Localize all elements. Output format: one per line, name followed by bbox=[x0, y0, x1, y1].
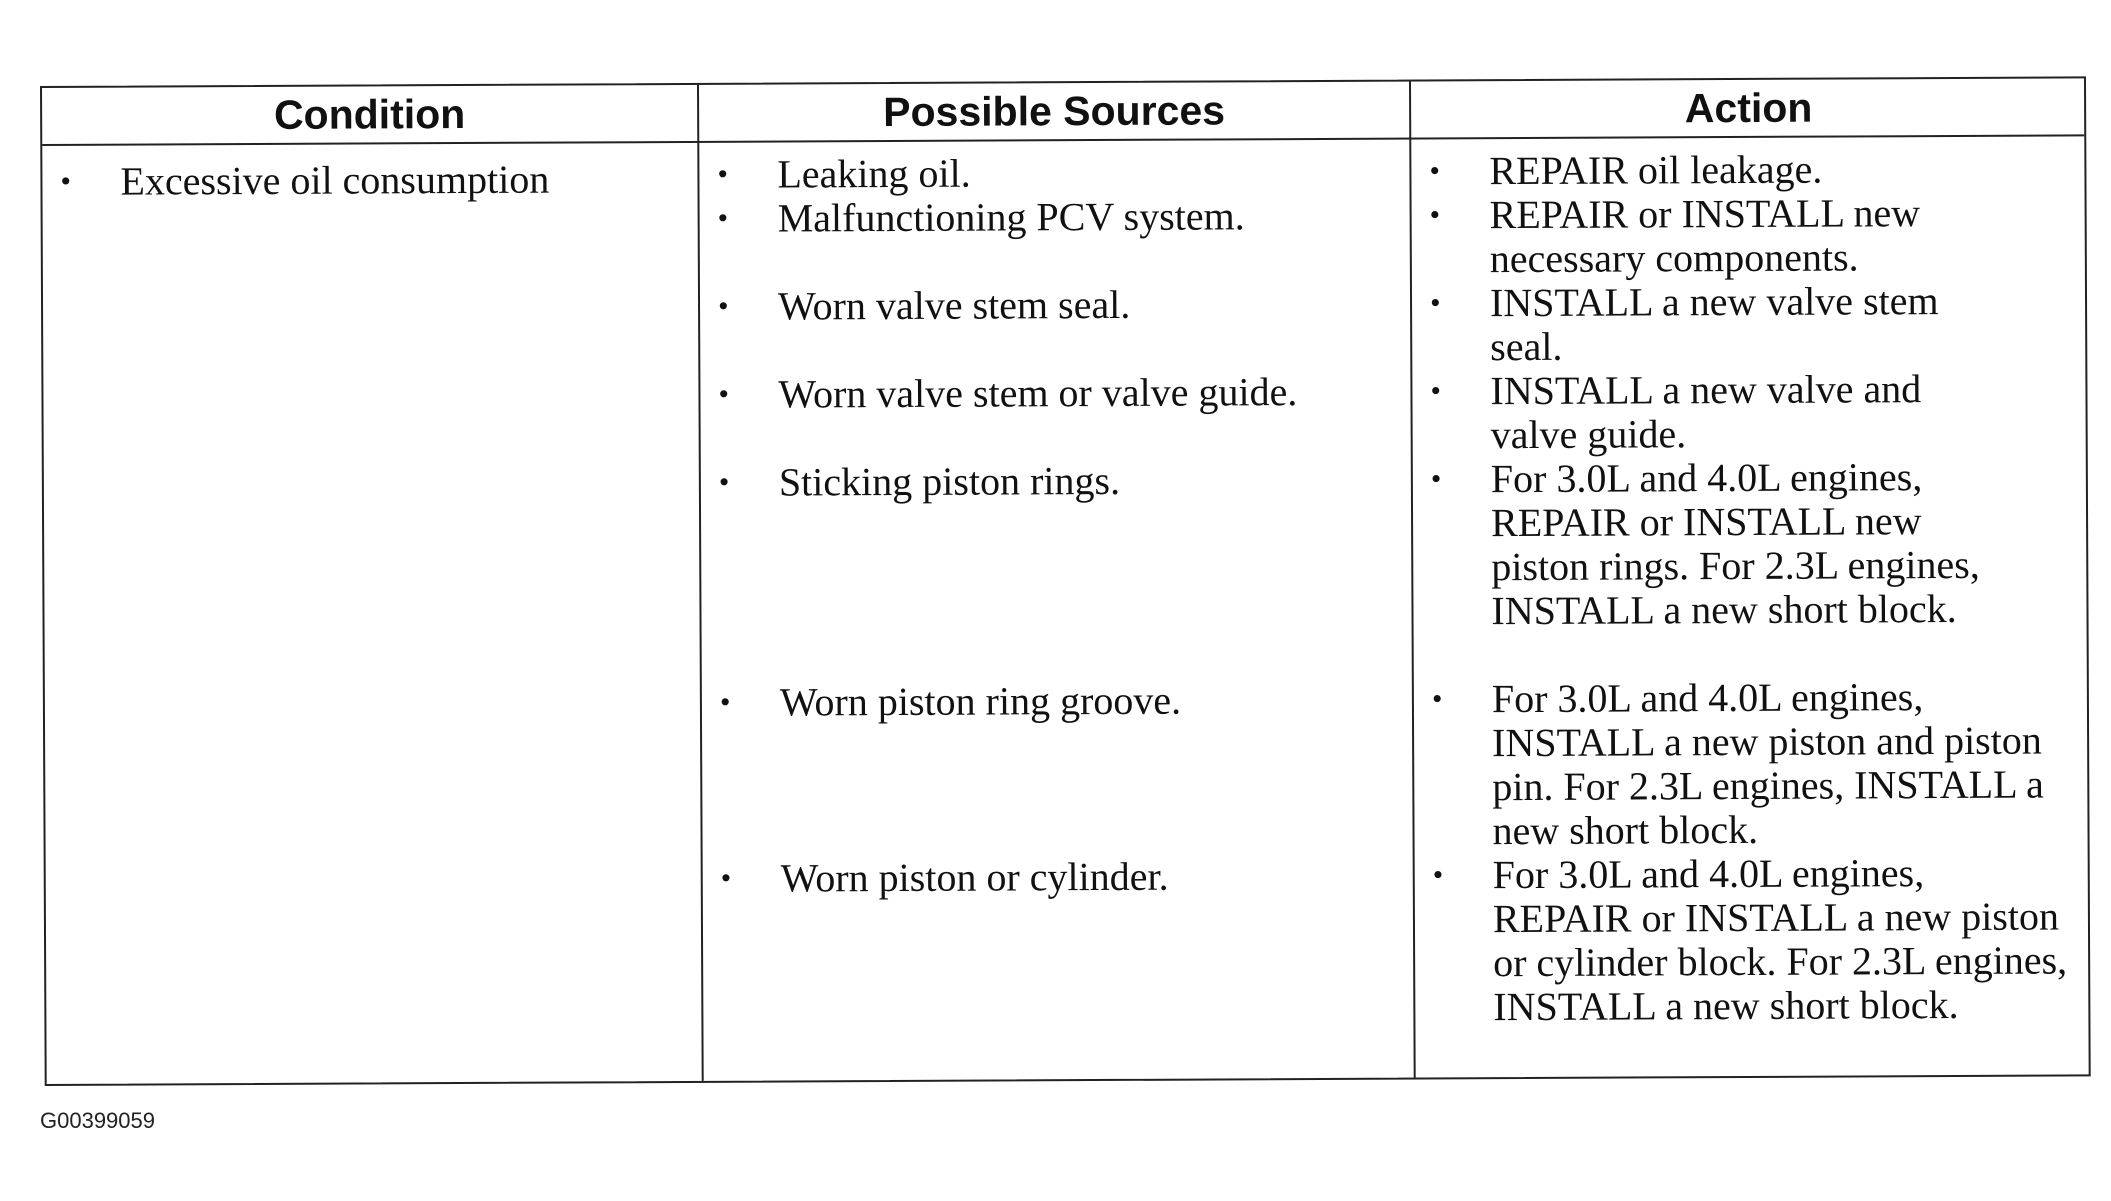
bullet-icon: • bbox=[717, 157, 729, 191]
header-possible-sources: Possible Sources bbox=[883, 86, 1226, 135]
bullet-icon: • bbox=[718, 465, 730, 499]
bullet-icon: • bbox=[1431, 682, 1443, 716]
source-text: Sticking piston rings. bbox=[778, 457, 1121, 505]
action-text: REPAIR or INSTALL new necessary components. bbox=[1489, 190, 1921, 282]
bullet-icon: • bbox=[1429, 154, 1441, 188]
source-item bbox=[700, 194, 1410, 241]
bullet-icon: • bbox=[1432, 858, 1444, 892]
bullet-icon: • bbox=[717, 201, 729, 235]
bullet-icon: • bbox=[718, 377, 730, 411]
action-item bbox=[1412, 278, 2087, 369]
action-text: For 3.0L and 4.0L engines, INSTALL a new piston and piston pin. For 2.3L engines, INSTALL a new short block. bbox=[1491, 674, 2044, 854]
action-item bbox=[1412, 366, 2087, 457]
bullet-icon: • bbox=[1429, 198, 1441, 232]
bullet-icon: • bbox=[1429, 286, 1441, 320]
source-text: Worn piston ring groove. bbox=[779, 677, 1182, 725]
action-text: For 3.0L and 4.0L engines, REPAIR or INSTALL new piston rings. For 2.3L engines, INSTALL a new short block. bbox=[1490, 454, 1980, 634]
source-text: Worn valve stem or valve guide. bbox=[778, 369, 1298, 417]
bullet-icon: • bbox=[60, 164, 72, 198]
action-item bbox=[1412, 190, 2087, 281]
bullet-icon: • bbox=[719, 685, 731, 719]
action-item bbox=[1414, 674, 2090, 853]
action-item bbox=[1413, 454, 2089, 633]
condition-item bbox=[42, 157, 697, 204]
bullet-icon: • bbox=[717, 289, 729, 323]
source-item bbox=[700, 370, 1410, 417]
source-item bbox=[703, 854, 1413, 901]
source-text: Worn valve stem seal. bbox=[777, 281, 1131, 329]
action-text: For 3.0L and 4.0L engines, REPAIR or INSTALL a new piston or cylinder block. For 2.3L engines, INSTALL a new short block. bbox=[1492, 850, 2068, 1030]
action-item bbox=[1415, 850, 2091, 1029]
header-action: Action bbox=[1684, 84, 1813, 131]
source-item bbox=[702, 678, 1412, 725]
source-item bbox=[699, 150, 1409, 197]
source-item bbox=[701, 458, 1411, 505]
source-text: Worn piston or cylinder. bbox=[780, 853, 1169, 901]
figure-id: G00399059 bbox=[40, 1108, 155, 1133]
bullet-icon: • bbox=[1430, 462, 1442, 496]
source-text: Malfunctioning PCV system. bbox=[777, 193, 1245, 241]
header-condition: Condition bbox=[273, 90, 466, 138]
action-text: INSTALL a new valve stem seal. bbox=[1489, 278, 1939, 370]
source-item bbox=[700, 282, 1410, 329]
bullet-icon: • bbox=[720, 861, 732, 895]
bullet-icon: • bbox=[1430, 374, 1442, 408]
action-text: INSTALL a new valve and valve guide. bbox=[1490, 366, 1922, 458]
condition-text: Excessive oil consumption bbox=[120, 156, 550, 204]
diagnosis-table bbox=[40, 76, 2091, 1086]
source-text: Leaking oil. bbox=[777, 150, 971, 197]
action-item bbox=[1411, 146, 2086, 193]
action-text: REPAIR oil leakage. bbox=[1489, 146, 1823, 194]
